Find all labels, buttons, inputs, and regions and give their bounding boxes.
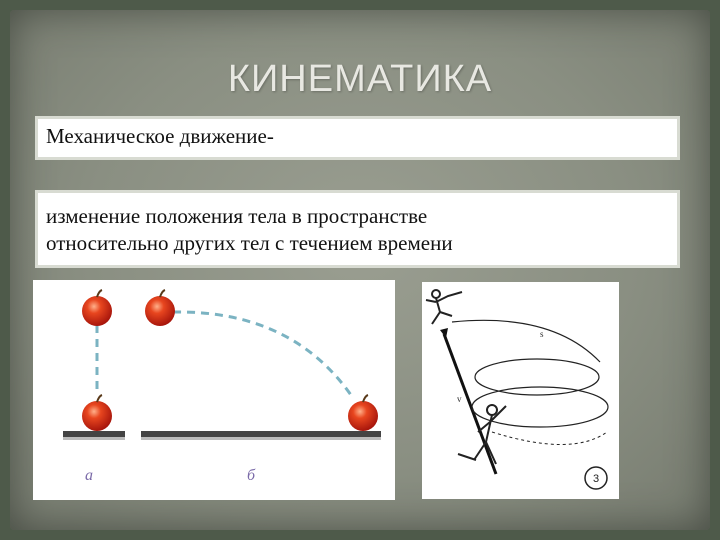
term-text: Механическое движение-: [46, 124, 274, 148]
definition-line-1: изменение положения тела в пространстве: [46, 204, 428, 228]
skater-illustration: [422, 282, 619, 499]
apple-top-right: [145, 290, 175, 326]
slide-title: КИНЕМАТИКА: [227, 58, 493, 100]
apple-top-left: [82, 290, 112, 326]
ground-left: [63, 431, 125, 437]
apple-bottom-right: [348, 395, 378, 431]
definition-box: [35, 190, 680, 268]
svg-text:v: v: [457, 394, 462, 404]
svg-text:s: s: [540, 329, 544, 339]
orbit-upper: [475, 359, 599, 395]
term-box: [35, 116, 680, 160]
ground-right: [141, 431, 381, 437]
label-a: а: [85, 467, 93, 484]
throw-line: [444, 334, 496, 474]
top-skater: [426, 290, 462, 324]
definition-line-2: относительно других тел с течением времени: [46, 231, 453, 256]
apples-illustration: [33, 280, 395, 500]
parabolic-trajectory: [173, 312, 353, 398]
trajectory-arc: [452, 320, 600, 362]
figure-number: 3: [592, 473, 600, 485]
apple-bottom-left: [82, 395, 112, 431]
skater-figure: [422, 282, 619, 499]
apples-figure: [33, 280, 395, 500]
label-b: б: [247, 467, 256, 484]
